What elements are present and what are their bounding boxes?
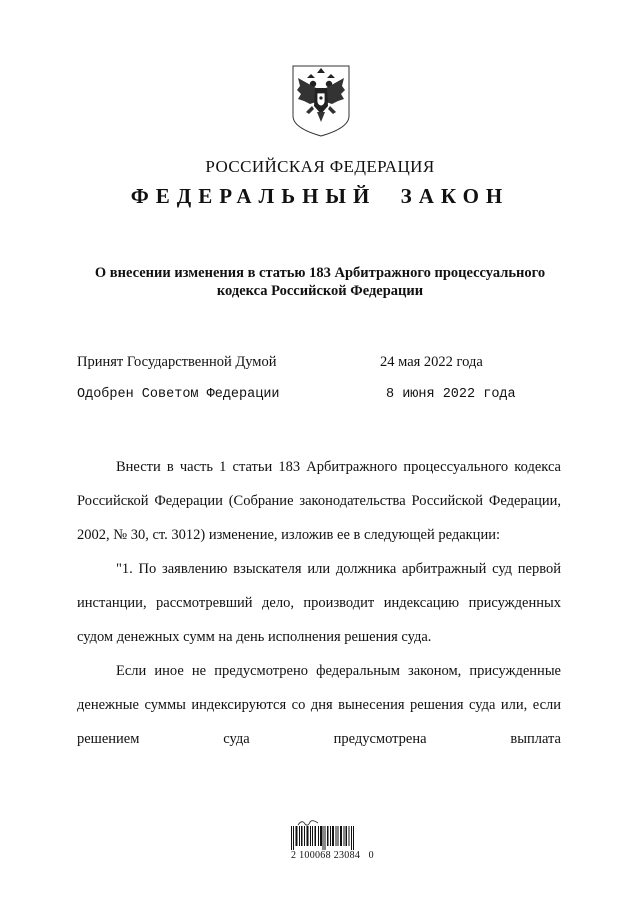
council-approval-label: Одобрен Советом Федерации (77, 387, 280, 402)
council-approval-date: 8 июня 2022 года (386, 387, 516, 402)
barcode-number: 2 100068 23084 0 (291, 850, 374, 861)
duma-adoption-label: Принят Государственной Думой (77, 354, 277, 370)
law-title (60, 264, 580, 300)
barcode (291, 826, 355, 850)
body-text (77, 450, 561, 756)
coat-of-arms-emblem (290, 64, 352, 138)
document-type-heading: ФЕДЕРАЛЬНЫЙ ЗАКОН (130, 184, 510, 208)
country-heading: РОССИЙСКАЯ ФЕДЕРАЦИЯ (205, 157, 435, 176)
law-title-line-1: О внесении изменения в статью 183 Арбитражного процессуального (94, 265, 546, 281)
paragraph-new-wording-1: "1. По заявлению взыскателя или должника арбитражный суд первой инстанции, рассмотревший дело, производит индексацию присужденных судом денежных сумм на день исполнения решения суда. (77, 561, 561, 645)
paragraph-new-wording-2: Если иное не предусмотрено федеральным законом, присужденные денежные суммы индексируются со дня вынесения решения суда или, если решением суда предусмотрена выплата (77, 663, 561, 747)
paragraph-amendment-intro: Внести в часть 1 статьи 183 Арбитражного процессуального кодекса Российской Федерации (Собрание законодательства Российской Федерации, 2002, № 30, ст. 3012) изменение, изложив ее в следующей редакции: (77, 459, 561, 543)
law-title-line-2: кодекса Российской Федерации (216, 283, 424, 299)
duma-adoption-date: 24 мая 2022 года (380, 354, 483, 370)
